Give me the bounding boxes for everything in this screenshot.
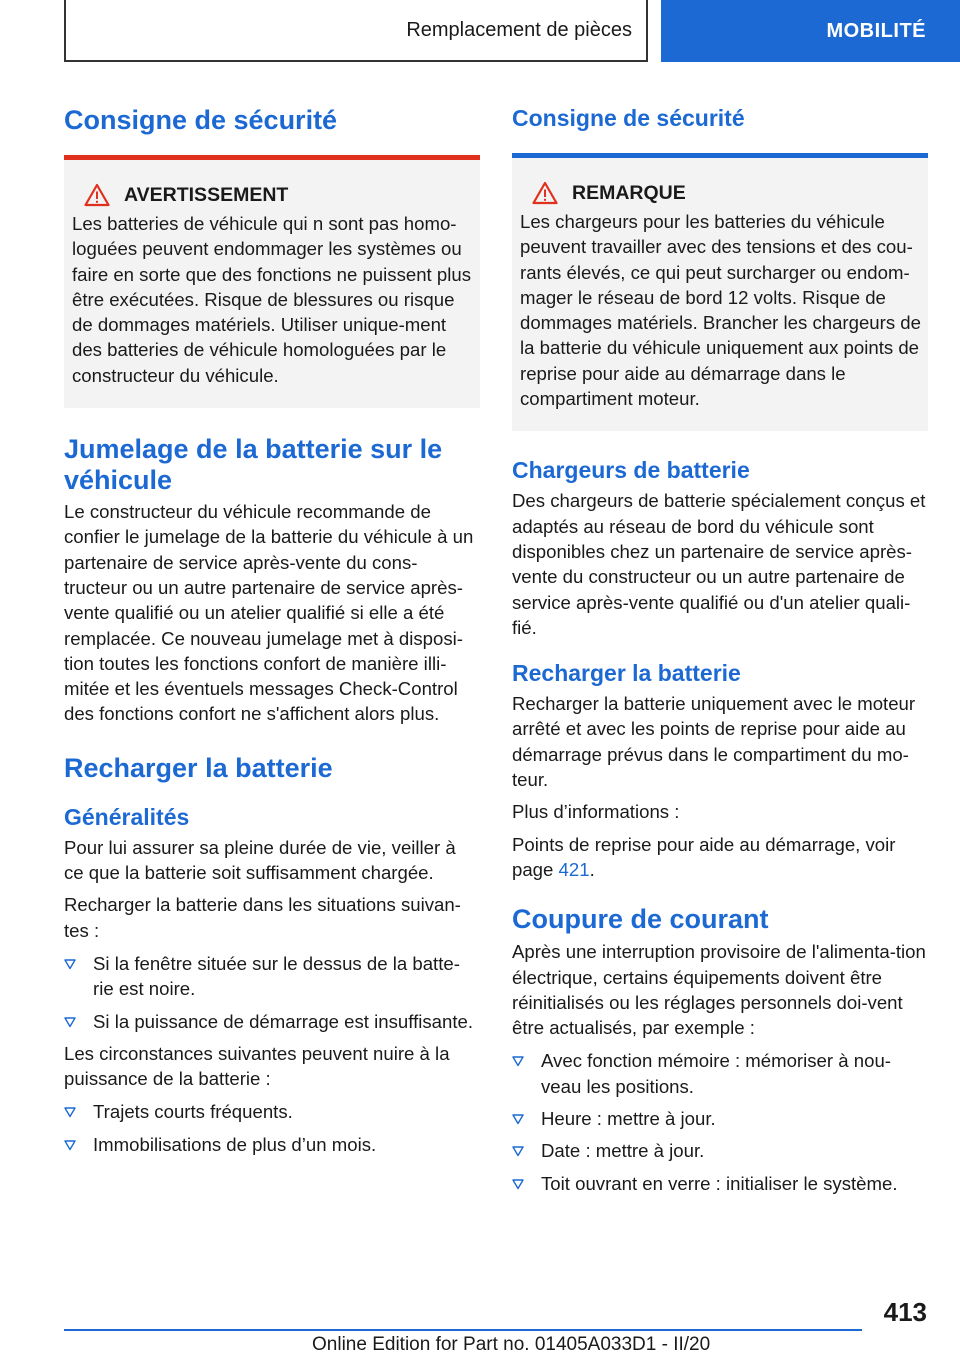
bullet-triangle-icon bbox=[64, 1016, 76, 1028]
circumstances-text: Les circonstances suivantes peuvent nuire à la puissance de la batterie : bbox=[64, 1042, 450, 1090]
remark-box bbox=[512, 153, 928, 431]
reference-text: Points de reprise pour aide au démarrage, voir page 421. bbox=[512, 833, 896, 880]
charge-heading: Recharger la batterie bbox=[64, 752, 333, 783]
recharge-text: Recharger la batterie uniquement avec le moteur arrêté et avec les points de reprise pour aide au démarrage prévus dans le compartiment du mo-teur. bbox=[512, 693, 916, 791]
remark-text: Les chargeurs pour les batteries du véhicule peuvent travailler avec des tensions et des cou-rants élevés, ce qui peut surcharger ou endom-mager le réseau de bord 12 volts. Risque de dommages matériels. Brancher les chargeurs de la batterie du véhicule uniquement aux points de reprise pour aide au démarrage dans le compartiment moteur. bbox=[520, 211, 921, 410]
situations-list bbox=[64, 951, 480, 1034]
page-number: 413 bbox=[883, 1297, 927, 1327]
remark-title: REMARQUE bbox=[572, 181, 686, 204]
left-column bbox=[64, 96, 480, 1157]
right-column bbox=[512, 96, 928, 1196]
warning-text: Les batteries de véhicule qui n sont pas homo-loguées peuvent endommager les systèmes ou faire en sorte que des fonctions ne puissent plus être exécutées. Risque de blessures ou risque de dommages matériels. Utiliser unique-ment des batteries de véhicule homologuées par le constructeur du véhicule. bbox=[72, 213, 471, 386]
power-text: Après une interruption provisoire de l'alimenta-tion électrique, certains équipements doivent être réinitialisés ou les réglages personnels doi-vent être actualisés, par exemple : bbox=[512, 941, 926, 1039]
list-item: Avec fonction mémoire : mémoriser à nou-veau les positions. bbox=[512, 1048, 928, 1099]
remark-bar bbox=[512, 153, 928, 158]
bullet-triangle-icon bbox=[512, 1178, 524, 1190]
more-info: Plus d’informations : bbox=[512, 801, 680, 823]
bullet-triangle-icon bbox=[64, 958, 76, 970]
general-text-1: Pour lui assurer sa pleine durée de vie, veiller à ce que la batterie soit suffisamment chargée. bbox=[64, 836, 456, 884]
section-title: Remplacement de pièces bbox=[64, 0, 648, 62]
bullet-triangle-icon bbox=[64, 1106, 76, 1118]
chargers-text: Des chargeurs de batterie spécialement conçus et adaptés au réseau de bord du véhicule sont disponibles chez un partenaire de service après-vente du constructeur ou un autre partenaire de service après-vente qualifié ou d'un atelier quali-fié. bbox=[512, 490, 926, 638]
general-text-2: Recharger la batterie dans les situations suivan-tes : bbox=[64, 894, 461, 941]
bullet-triangle-icon bbox=[512, 1145, 524, 1157]
general-heading: Généralités bbox=[64, 803, 190, 830]
recharge-heading: Recharger la batterie bbox=[512, 660, 741, 687]
bullet-triangle-icon bbox=[64, 1139, 76, 1151]
chargers-heading: Chargeurs de batterie bbox=[512, 457, 750, 484]
bullet-triangle-icon bbox=[512, 1055, 524, 1067]
warning-box bbox=[64, 155, 480, 408]
power-heading: Coupure de courant bbox=[512, 904, 769, 935]
warning-bar bbox=[64, 155, 480, 160]
circumstances-list bbox=[64, 1099, 480, 1157]
footer-divider bbox=[64, 1329, 862, 1331]
warning-title: AVERTISSEMENT bbox=[124, 183, 289, 206]
power-list bbox=[512, 1048, 928, 1195]
footer-edition: Online Edition for Part no. 01405A033D1 - II/20 bbox=[312, 1334, 711, 1355]
list-item: Heure : mettre à jour. bbox=[512, 1106, 928, 1131]
list-item: Immobilisations de plus d’un mois. bbox=[64, 1132, 480, 1157]
safety-heading: Consigne de sécurité bbox=[512, 105, 745, 131]
pairing-text: Le constructeur du véhicule recommande de confier le jumelage de la batterie du véhicule à un partenaire de service après-vente du cons-tructeur ou un autre partenaire de service après-vente qualifié ou un atelier qualifié si elle a été remplacée. Ce nouveau jumelage met à disposi-tion toutes les fonctions confort de manière illi-mitée et les éventuels messages Check-Control des fonctions confort ne s'affichent alors plus. bbox=[64, 501, 474, 725]
page-reference-link[interactable]: 421 bbox=[558, 858, 590, 880]
chapter-tab[interactable]: MOBILITÉ bbox=[661, 0, 960, 62]
bullet-triangle-icon bbox=[512, 1113, 524, 1125]
safety-heading: Consigne de sécurité bbox=[64, 105, 338, 135]
list-item: Si la puissance de démarrage est insuffisante. bbox=[64, 1009, 480, 1034]
pairing-heading: Jumelage de la batterie sur le véhicule bbox=[64, 434, 443, 496]
list-item: Toit ouvrant en verre : initialiser le système. bbox=[512, 1171, 928, 1196]
warning-triangle-icon bbox=[84, 183, 110, 207]
list-item: Trajets courts fréquents. bbox=[64, 1099, 480, 1124]
warning-triangle-icon bbox=[532, 181, 558, 205]
list-item: Si la fenêtre située sur le dessus de la batte-rie est noire. bbox=[64, 951, 480, 1002]
list-item: Date : mettre à jour. bbox=[512, 1138, 928, 1163]
page-header bbox=[0, 0, 960, 66]
